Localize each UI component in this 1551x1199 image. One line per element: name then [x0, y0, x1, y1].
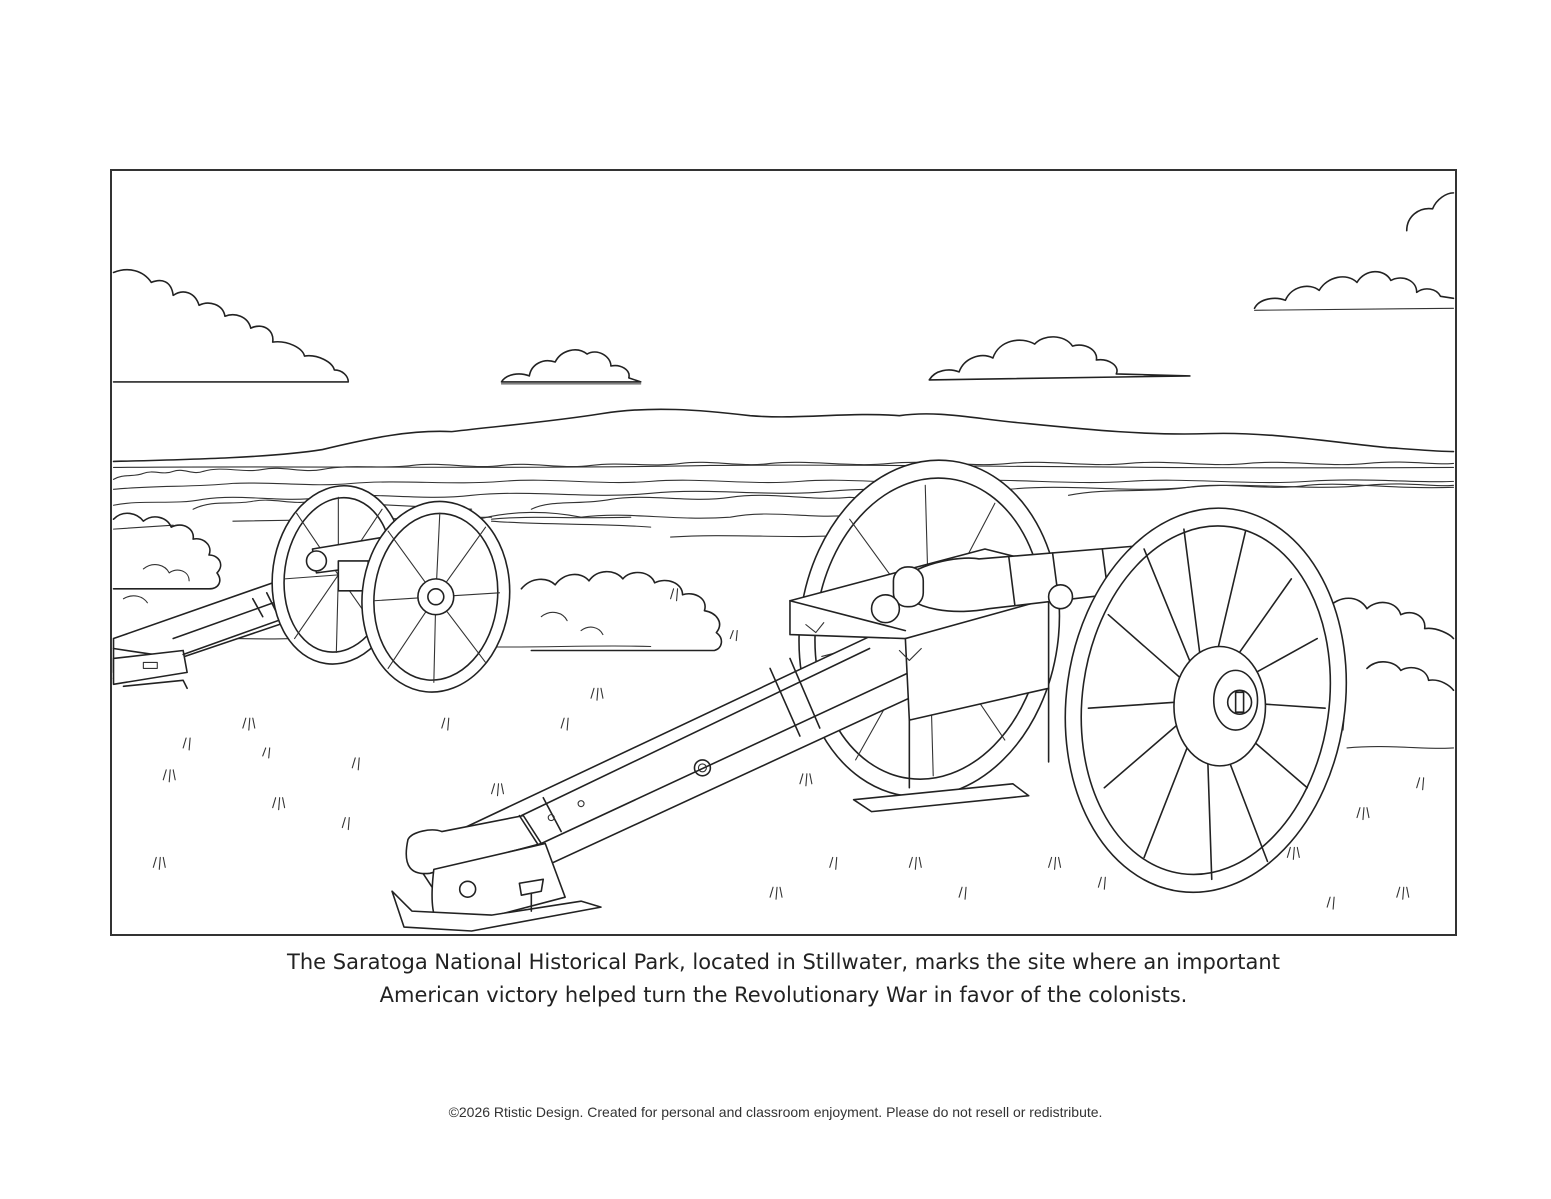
- coloring-page-artwork: [110, 169, 1457, 936]
- clouds: [114, 193, 1454, 384]
- distant-hills: [114, 409, 1454, 468]
- left-bushes: [114, 513, 221, 602]
- right-cannon: [392, 443, 1371, 931]
- caption-line-1: The Saratoga National Historical Park, located in Stillwater, marks the site where an important: [287, 950, 1280, 974]
- caption: [110, 946, 1457, 1012]
- copyright-footer: ©2026 Rtistic Design. Created for personal and classroom enjoyment. Please do not resell or redistribute.: [448, 1104, 1103, 1120]
- cannon-landscape-illustration: [112, 171, 1455, 934]
- middle-bushes: [521, 572, 721, 651]
- caption-line-2: American victory helped turn the Revolutionary War in favor of the colonists.: [379, 983, 1188, 1007]
